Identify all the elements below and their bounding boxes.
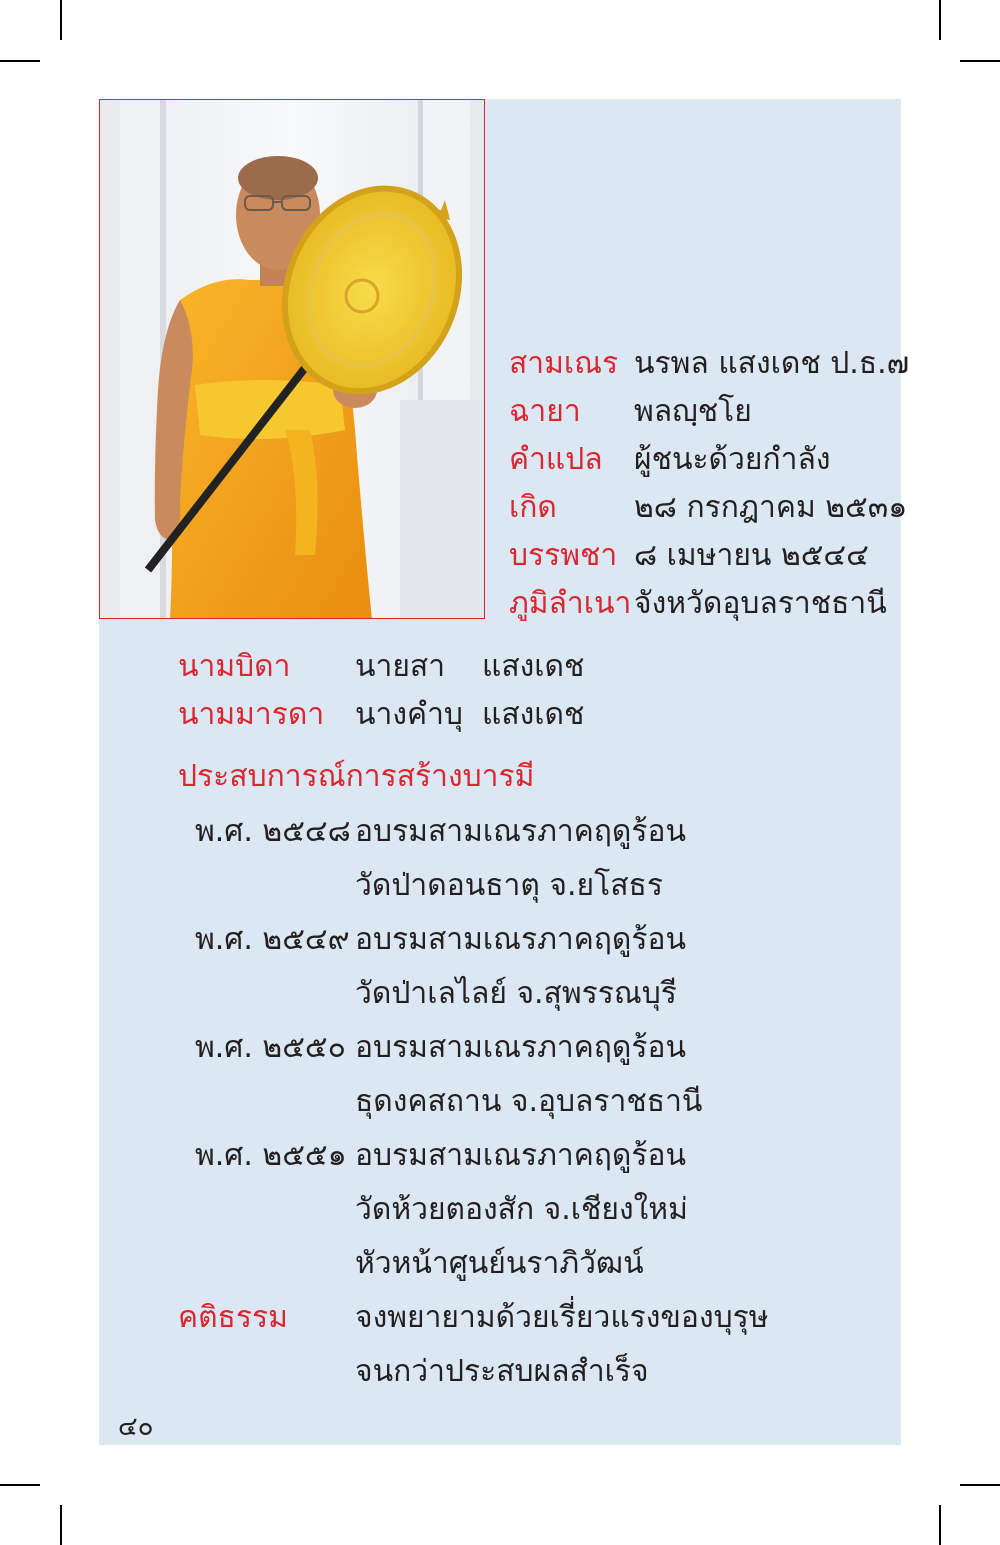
crop-mark [60,1505,62,1545]
experience-year: พ.ศ. ๒๕๕๐ [195,1030,346,1065]
profile-label-meaning: คำแปล [509,442,603,477]
page-number: ๔๐ [118,1412,154,1442]
experience-year: พ.ศ. ๒๕๕๑ [195,1138,347,1173]
experience-line: วัดป่าเลไลย์ จ.สุพรรณบุรี [355,976,677,1011]
experience-year: พ.ศ. ๒๕๔๘ [195,814,351,849]
father-last-name: แสงเดช [482,649,585,684]
crop-mark [939,1505,941,1545]
experience-line: อบรมสามเณรภาคฤดูร้อน [355,922,687,957]
crop-mark [0,1484,40,1486]
profile-value-born: ๒๘ กรกฎาคม ๒๕๓๑ [634,490,908,525]
father-label: นามบิดา [178,649,291,684]
profile-value-ordained: ๘ เมษายน ๒๕๔๔ [634,538,869,573]
father-first-name: นายสา [355,649,446,684]
profile-value-meaning: ผู้ชนะด้วยกำลัง [634,442,831,477]
profile-label-born: เกิด [509,490,557,525]
crop-mark [960,1484,1000,1486]
mother-label: นามมารดา [178,697,325,732]
profile-label-ordained: บรรพชา [509,538,618,573]
mother-first-name: นางคำบุ [355,697,463,732]
experience-line: วัดห้วยตองสัก จ.เชียงใหม่ [355,1192,688,1227]
profile-label-hometown: ภูมิลำเนา [509,586,632,621]
mother-last-name: แสงเดช [482,697,585,732]
experience-line: หัวหน้าศูนย์นราภิวัฒน์ [355,1246,644,1281]
motto-label: คติธรรม [178,1300,288,1335]
crop-mark [939,0,941,40]
crop-mark [60,0,62,40]
crop-mark [0,60,40,62]
experience-heading: ประสบการณ์การสร้างบารมี [178,759,535,794]
experience-line: วัดป่าดอนธาตุ จ.ยโสธร [355,868,663,903]
experience-line: อบรมสามเณรภาคฤดูร้อน [355,1030,687,1065]
portrait-photo [99,99,485,619]
experience-line: อบรมสามเณรภาคฤดูร้อน [355,1138,687,1173]
profile-value-chaya: พลญฺชโย [634,394,752,429]
profile-value-hometown: จังหวัดอุบลราชธานี [634,586,887,621]
experience-year: พ.ศ. ๒๕๔๙ [195,922,350,957]
profile-label-samanen: สามเณร [509,346,619,381]
motto-line: จงพยายามด้วยเรี่ยวแรงของบุรุษ [355,1300,769,1335]
crop-mark [960,60,1000,62]
motto-line: จนกว่าประสบผลสำเร็จ [355,1354,649,1389]
profile-value-name: นรพล แสงเดช ป.ธ.๗ [634,346,910,381]
monk-with-fan-icon [100,100,485,619]
experience-line: ธุดงคสถาน จ.อุบลราชธานี [355,1084,703,1119]
experience-line: อบรมสามเณรภาคฤดูร้อน [355,814,687,849]
profile-label-chaya: ฉายา [509,394,581,429]
